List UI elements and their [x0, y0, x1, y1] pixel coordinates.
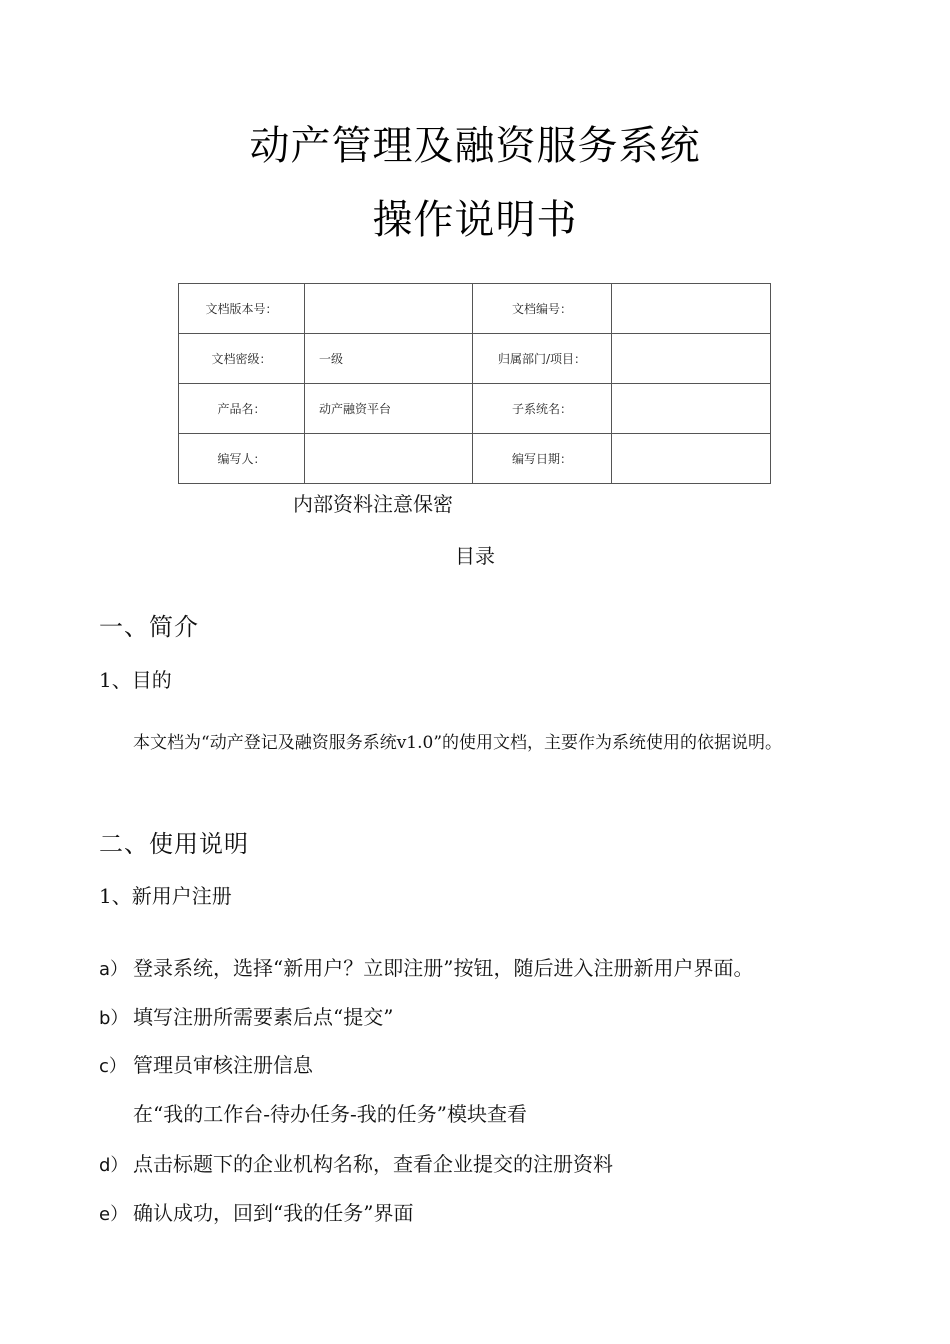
list-item [99, 1051, 313, 1081]
document-info-table [178, 283, 771, 484]
product-name-label: 产品名： [179, 384, 305, 434]
purpose-paragraph: 本文档为“动产登记及融资服务系统v1.0”的使用文档，主要作为系统使用的依据说明。 [133, 733, 783, 753]
author-value [305, 434, 473, 484]
department-label: 归属部门/项目： [473, 334, 612, 384]
table-row [179, 284, 771, 334]
date-label: 编写日期： [473, 434, 612, 484]
list-item [99, 1003, 393, 1033]
step-c-note: 在“我的工作台-待办任务-我的任务”模块查看 [133, 1102, 527, 1126]
list-item-text: 登录系统，选择“新用户？立即注册”按钮，随后进入注册新用户界面。 [133, 956, 754, 980]
subsection-heading-registration: 1、新用户注册 [99, 884, 232, 908]
confidential-note: 内部资料注意保密 [293, 492, 453, 516]
version-value [305, 284, 473, 334]
table-row [179, 334, 771, 384]
table-row [179, 434, 771, 484]
list-item-text: 确认成功，回到“我的任务”界面 [133, 1201, 414, 1225]
document-subtitle: 操作说明书 [372, 197, 578, 243]
version-label: 文档版本号： [179, 284, 305, 334]
document-title: 动产管理及融资服务系统 [249, 123, 701, 169]
list-item [99, 954, 753, 984]
list-marker: b） [99, 1008, 129, 1029]
security-level-value: 一级 [305, 334, 473, 384]
toc-heading: 目录 [455, 544, 495, 568]
list-marker: e） [99, 1204, 129, 1225]
list-item [99, 1199, 413, 1229]
subsystem-value [612, 384, 771, 434]
list-item-text: 管理员审核注册信息 [133, 1053, 313, 1077]
author-label: 编写人： [179, 434, 305, 484]
product-name-value: 动产融资平台 [305, 384, 473, 434]
doc-number-label: 文档编号： [473, 284, 612, 334]
list-item-text: 点击标题下的企业机构名称，查看企业提交的注册资料 [133, 1152, 613, 1176]
section-heading-usage: 二、使用说明 [99, 830, 249, 858]
list-item [99, 1150, 613, 1180]
doc-number-value [612, 284, 771, 334]
list-marker: c） [99, 1056, 127, 1077]
table-row [179, 384, 771, 434]
list-item-text: 填写注册所需要素后点“提交” [133, 1005, 394, 1029]
department-value [612, 334, 771, 384]
security-level-label: 文档密级： [179, 334, 305, 384]
list-marker: d） [99, 1155, 129, 1176]
date-value [612, 434, 771, 484]
subsystem-label: 子系统名： [473, 384, 612, 434]
subsection-heading-purpose: 1、目的 [99, 668, 172, 692]
section-heading-intro: 一、简介 [99, 613, 199, 641]
list-marker: a） [99, 959, 129, 980]
